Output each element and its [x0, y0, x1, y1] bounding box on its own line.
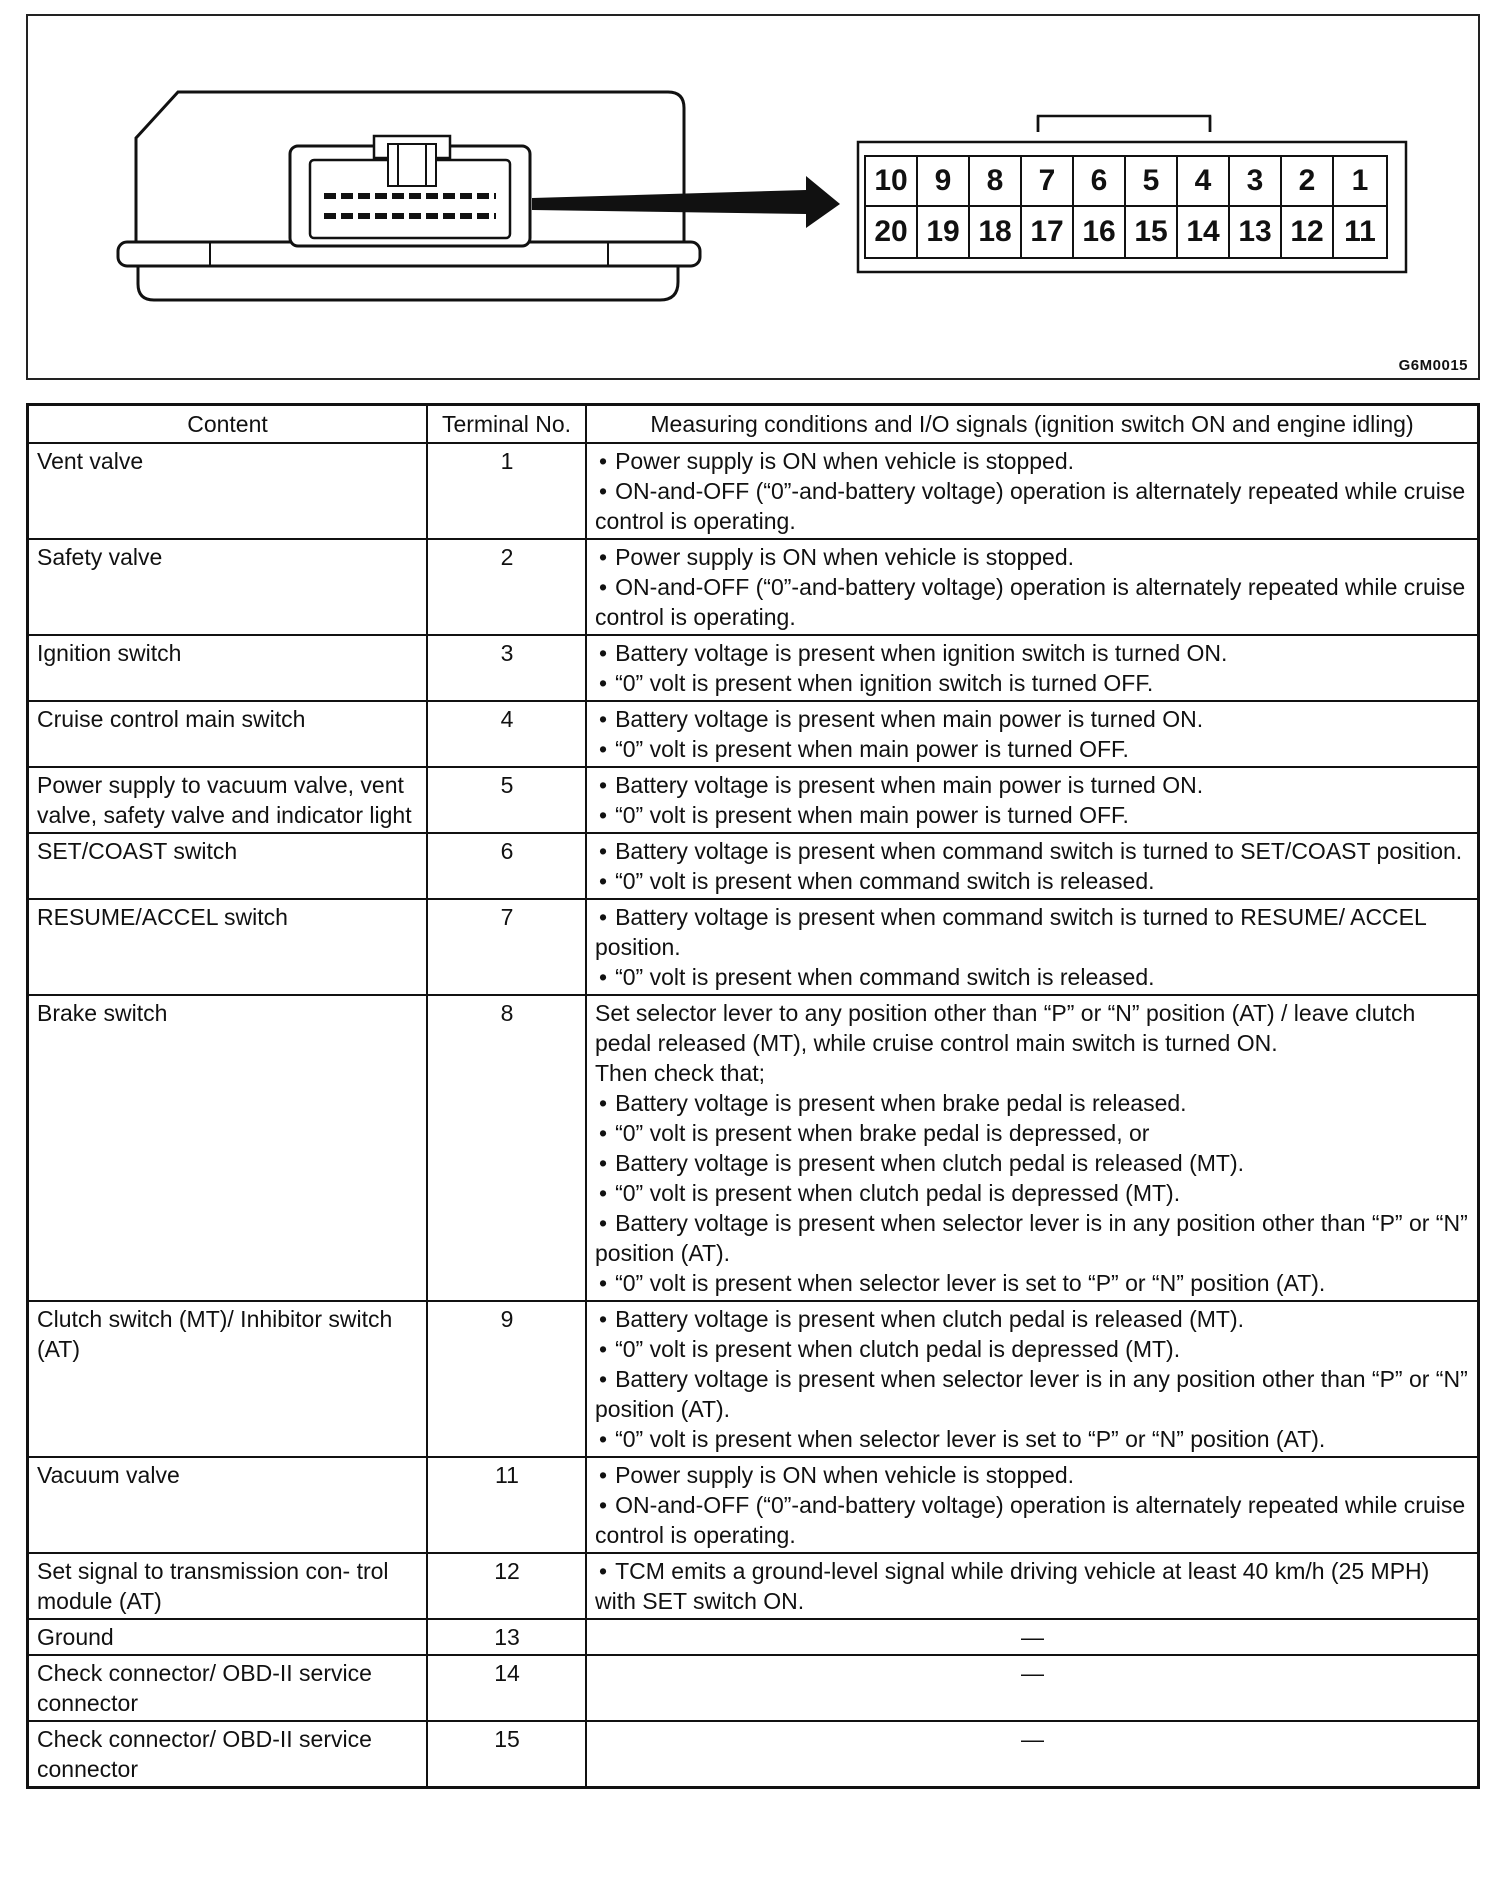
- condition-line: • Power supply is ON when vehicle is stopped.: [595, 542, 1470, 572]
- terminal-cell: 1: [427, 443, 586, 539]
- condition-line: • “0” volt is present when main power is turned OFF.: [595, 734, 1470, 764]
- pin-cell: 15: [1126, 207, 1178, 257]
- terminal-cell: 6: [427, 833, 586, 899]
- pin-cell: 5: [1126, 157, 1178, 207]
- table-row: [28, 1721, 1479, 1788]
- conditions-cell: [586, 995, 1479, 1301]
- content-cell: Ignition switch: [28, 635, 428, 701]
- pin-cell: 20: [866, 207, 918, 257]
- pin-cell: 17: [1022, 207, 1074, 257]
- table-row: [28, 899, 1479, 995]
- conditions-cell: [586, 833, 1479, 899]
- pin-cell: 4: [1178, 157, 1230, 207]
- condition-line: • “0” volt is present when brake pedal is depressed, or: [595, 1118, 1470, 1148]
- content-cell: RESUME/ACCEL switch: [28, 899, 428, 995]
- condition-line: • Battery voltage is present when command switch is turned to SET/COAST position.: [595, 836, 1470, 866]
- conditions-cell: —: [586, 1655, 1479, 1721]
- connector-pin-grid: [864, 155, 1388, 259]
- condition-line: • “0” volt is present when clutch pedal is depressed (MT).: [595, 1334, 1470, 1364]
- pin-cell: 19: [918, 207, 970, 257]
- condition-line: • Battery voltage is present when clutch pedal is released (MT).: [595, 1148, 1470, 1178]
- condition-line: • ON-and-OFF (“0”-and-battery voltage) operation is alternately repeated while cruise control is operating.: [595, 572, 1470, 632]
- conditions-cell: [586, 1301, 1479, 1457]
- figure-code: G6M0015: [1398, 357, 1468, 374]
- terminal-cell: 8: [427, 995, 586, 1301]
- pin-cell: 3: [1230, 157, 1282, 207]
- table-row: [28, 995, 1479, 1301]
- content-cell: Brake switch: [28, 995, 428, 1301]
- terminal-cell: 12: [427, 1553, 586, 1619]
- terminal-cell: 9: [427, 1301, 586, 1457]
- condition-line: • Power supply is ON when vehicle is stopped.: [595, 1460, 1470, 1490]
- content-cell: Vacuum valve: [28, 1457, 428, 1553]
- terminal-cell: 4: [427, 701, 586, 767]
- table-row: [28, 1619, 1479, 1655]
- table-row: [28, 539, 1479, 635]
- content-cell: Safety valve: [28, 539, 428, 635]
- condition-line: • Battery voltage is present when brake pedal is released.: [595, 1088, 1470, 1118]
- terminal-cell: 15: [427, 1721, 586, 1788]
- terminal-cell: 13: [427, 1619, 586, 1655]
- condition-line: • Battery voltage is present when main power is turned ON.: [595, 704, 1470, 734]
- content-cell: Clutch switch (MT)/ Inhibitor switch (AT): [28, 1301, 428, 1457]
- content-cell: Check connector/ OBD-II service connector: [28, 1721, 428, 1788]
- conditions-cell: [586, 767, 1479, 833]
- condition-line: • Battery voltage is present when clutch pedal is released (MT).: [595, 1304, 1470, 1334]
- condition-line: • Battery voltage is present when main power is turned ON.: [595, 770, 1470, 800]
- header-conditions: Measuring conditions and I/O signals (ignition switch ON and engine idling): [586, 405, 1479, 444]
- condition-line: • “0” volt is present when command switch is released.: [595, 866, 1470, 896]
- condition-line: • “0” volt is present when command switch is released.: [595, 962, 1470, 992]
- condition-line: • “0” volt is present when clutch pedal is depressed (MT).: [595, 1178, 1470, 1208]
- table-row: [28, 1301, 1479, 1457]
- table-row: [28, 767, 1479, 833]
- pin-cell: 16: [1074, 207, 1126, 257]
- pin-cell: 8: [970, 157, 1022, 207]
- conditions-cell: [586, 899, 1479, 995]
- conditions-cell: —: [586, 1619, 1479, 1655]
- pin-cell: 12: [1282, 207, 1334, 257]
- conditions-cell: [586, 443, 1479, 539]
- content-cell: Vent valve: [28, 443, 428, 539]
- condition-line: Set selector lever to any position other than “P” or “N” position (AT) / leave clutch pedal released (MT), while cruise control main switch is turned ON.: [595, 1000, 1416, 1056]
- pin-cell: 9: [918, 157, 970, 207]
- condition-line: Then check that;: [595, 1060, 766, 1086]
- content-cell: Ground: [28, 1619, 428, 1655]
- table-row: [28, 1553, 1479, 1619]
- table-row: [28, 443, 1479, 539]
- terminal-cell: 2: [427, 539, 586, 635]
- content-cell: SET/COAST switch: [28, 833, 428, 899]
- table-row: [28, 833, 1479, 899]
- pin-cell: 1: [1334, 157, 1386, 207]
- content-cell: Check connector/ OBD-II service connector: [28, 1655, 428, 1721]
- header-terminal: Terminal No.: [427, 405, 586, 444]
- condition-line: • Battery voltage is present when selector lever is in any position other than “P” or “N” position (AT).: [595, 1364, 1470, 1424]
- terminal-cell: 14: [427, 1655, 586, 1721]
- pin-cell: 6: [1074, 157, 1126, 207]
- pin-cell: 10: [866, 157, 918, 207]
- pin-cell: 14: [1178, 207, 1230, 257]
- table-row: [28, 635, 1479, 701]
- table-row: [28, 1457, 1479, 1553]
- conditions-cell: —: [586, 1721, 1479, 1788]
- conditions-cell: [586, 635, 1479, 701]
- conditions-cell: [586, 701, 1479, 767]
- condition-line: • “0” volt is present when main power is turned OFF.: [595, 800, 1470, 830]
- condition-line: • Battery voltage is present when selector lever is in any position other than “P” or “N” position (AT).: [595, 1208, 1470, 1268]
- terminal-cell: 11: [427, 1457, 586, 1553]
- table-row: [28, 1655, 1479, 1721]
- condition-line: • Battery voltage is present when command switch is turned to RESUME/ ACCEL position.: [595, 902, 1470, 962]
- content-cell: Set signal to transmission con- trol module (AT): [28, 1553, 428, 1619]
- condition-line: • ON-and-OFF (“0”-and-battery voltage) operation is alternately repeated while cruise control is operating.: [595, 1490, 1470, 1550]
- condition-line: • Battery voltage is present when ignition switch is turned ON.: [595, 638, 1470, 668]
- terminal-cell: 7: [427, 899, 586, 995]
- terminal-table: [26, 403, 1480, 1789]
- condition-line: • “0” volt is present when selector lever is set to “P” or “N” position (AT).: [595, 1424, 1470, 1454]
- content-cell: Power supply to vacuum valve, vent valve, safety valve and indicator light: [28, 767, 428, 833]
- condition-line: • TCM emits a ground-level signal while driving vehicle at least 40 km/h (25 MPH) with SET switch ON.: [595, 1556, 1470, 1616]
- pin-cell: 18: [970, 207, 1022, 257]
- conditions-cell: [586, 1457, 1479, 1553]
- table-row: [28, 701, 1479, 767]
- pin-cell: 2: [1282, 157, 1334, 207]
- terminal-cell: 3: [427, 635, 586, 701]
- condition-line: • Power supply is ON when vehicle is stopped.: [595, 446, 1470, 476]
- conditions-cell: [586, 539, 1479, 635]
- header-content: Content: [28, 405, 428, 444]
- connector-figure: [26, 14, 1480, 380]
- condition-line: • “0” volt is present when ignition switch is turned OFF.: [595, 668, 1470, 698]
- header-row: [28, 405, 1479, 444]
- condition-line: • ON-and-OFF (“0”-and-battery voltage) operation is alternately repeated while cruise control is operating.: [595, 476, 1470, 536]
- pin-cell: 11: [1344, 215, 1376, 248]
- conditions-cell: [586, 1553, 1479, 1619]
- pin-cell: 7: [1022, 157, 1074, 207]
- condition-line: • “0” volt is present when selector lever is set to “P” or “N” position (AT).: [595, 1268, 1470, 1298]
- terminal-cell: 5: [427, 767, 586, 833]
- content-cell: Cruise control main switch: [28, 701, 428, 767]
- pin-cell: 13: [1230, 207, 1282, 257]
